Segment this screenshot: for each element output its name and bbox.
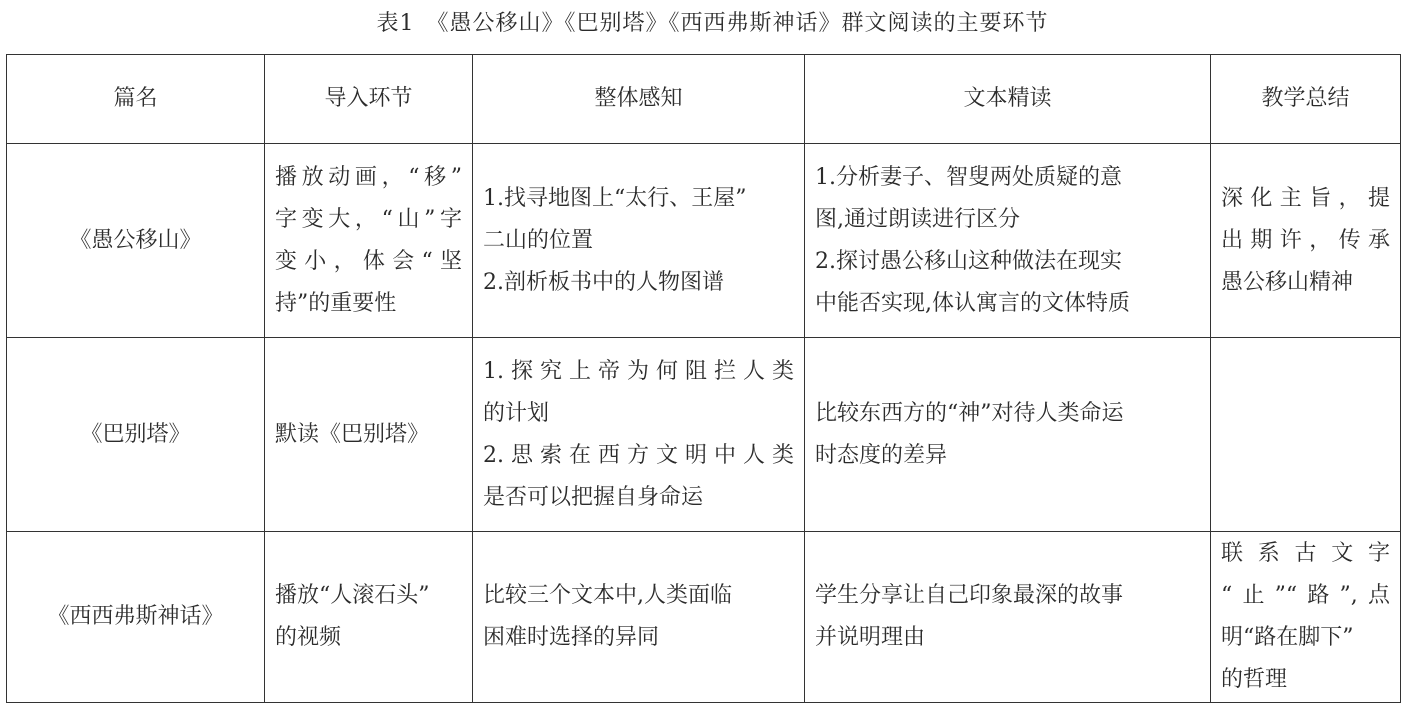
cell-line: 2.思索在西方文明中人类 <box>483 442 794 468</box>
cell-reading <box>805 338 1211 532</box>
cell-line: 明“路在脚下” <box>1221 625 1354 650</box>
cell-perception <box>473 338 805 532</box>
cell-title: 《愚公移山》 <box>7 144 265 338</box>
cell-perception <box>473 532 805 703</box>
cell-line: 时态度的差异 <box>815 442 948 468</box>
cell-line: 联系古文字 <box>1221 541 1390 566</box>
cell-line: 变小，体会“坚 <box>275 248 462 274</box>
table-caption: 表1 《愚公移山》《巴别塔》《西西弗斯神话》群文阅读的主要环节 <box>376 11 1049 36</box>
cell-line: 比较东西方的“神”对待人类命运 <box>815 400 1124 426</box>
cell-summary <box>1211 338 1401 532</box>
cell-line: 深化主旨，提 <box>1221 185 1390 211</box>
cell-line: 播放动画，“移” <box>275 164 462 190</box>
cell-line: 的哲理 <box>1221 667 1288 692</box>
cell-line: 中能否实现,体认寓言的文体特质 <box>815 290 1130 316</box>
cell-title: 《巴别塔》 <box>7 338 265 532</box>
cell-reading <box>805 144 1211 338</box>
cell-reading <box>805 532 1211 703</box>
cell-line: 2.探讨愚公移山这种做法在现实 <box>815 248 1122 274</box>
cell-line: 学生分享让自己印象最深的故事 <box>815 583 1124 608</box>
table-row <box>7 144 1401 338</box>
header-summary: 教学总结 <box>1211 55 1401 144</box>
cell-line: 比较三个文本中,人类面临 <box>483 583 732 608</box>
cell-line: 的视频 <box>275 625 342 650</box>
cell-line: “止”“路”,点 <box>1221 583 1390 608</box>
cell-intro <box>265 338 473 532</box>
cell-intro <box>265 144 473 338</box>
cell-summary <box>1211 144 1401 338</box>
cell-perception <box>473 144 805 338</box>
cell-summary <box>1211 532 1401 703</box>
header-perception: 整体感知 <box>473 55 805 144</box>
table-header-row <box>7 55 1401 144</box>
cell-line: 困难时选择的异同 <box>483 625 660 650</box>
cell-line: 1.探究上帝为何阻拦人类 <box>483 358 794 384</box>
table-row <box>7 338 1401 532</box>
cell-line: 字变大，“山”字 <box>275 206 462 232</box>
cell-title: 《西西弗斯神话》 <box>7 532 265 703</box>
header-intro: 导入环节 <box>265 55 473 144</box>
cell-line: 并说明理由 <box>815 625 926 650</box>
cell-line: 默读《巴别塔》 <box>275 421 430 447</box>
cell-line: 是否可以把握自身命运 <box>483 484 704 510</box>
header-title: 篇名 <box>7 55 265 144</box>
cell-line: 1.分析妻子、智叟两处质疑的意 <box>815 164 1122 190</box>
lesson-table <box>6 54 1401 703</box>
cell-line: 图,通过朗读进行区分 <box>815 206 1020 232</box>
header-reading: 文本精读 <box>805 55 1211 144</box>
cell-line: 2.剖析板书中的人物图谱 <box>483 269 724 295</box>
table-row <box>7 532 1401 703</box>
cell-intro <box>265 532 473 703</box>
cell-line: 的计划 <box>483 400 550 426</box>
cell-line: 持”的重要性 <box>275 290 397 316</box>
cell-line: 播放“人滚石头” <box>275 583 430 608</box>
cell-line: 愚公移山精神 <box>1221 269 1354 295</box>
cell-line: 二山的位置 <box>483 227 594 253</box>
cell-line: 出期许，传承 <box>1221 227 1390 253</box>
cell-line: 1.找寻地图上“太行、王屋” <box>483 185 747 211</box>
